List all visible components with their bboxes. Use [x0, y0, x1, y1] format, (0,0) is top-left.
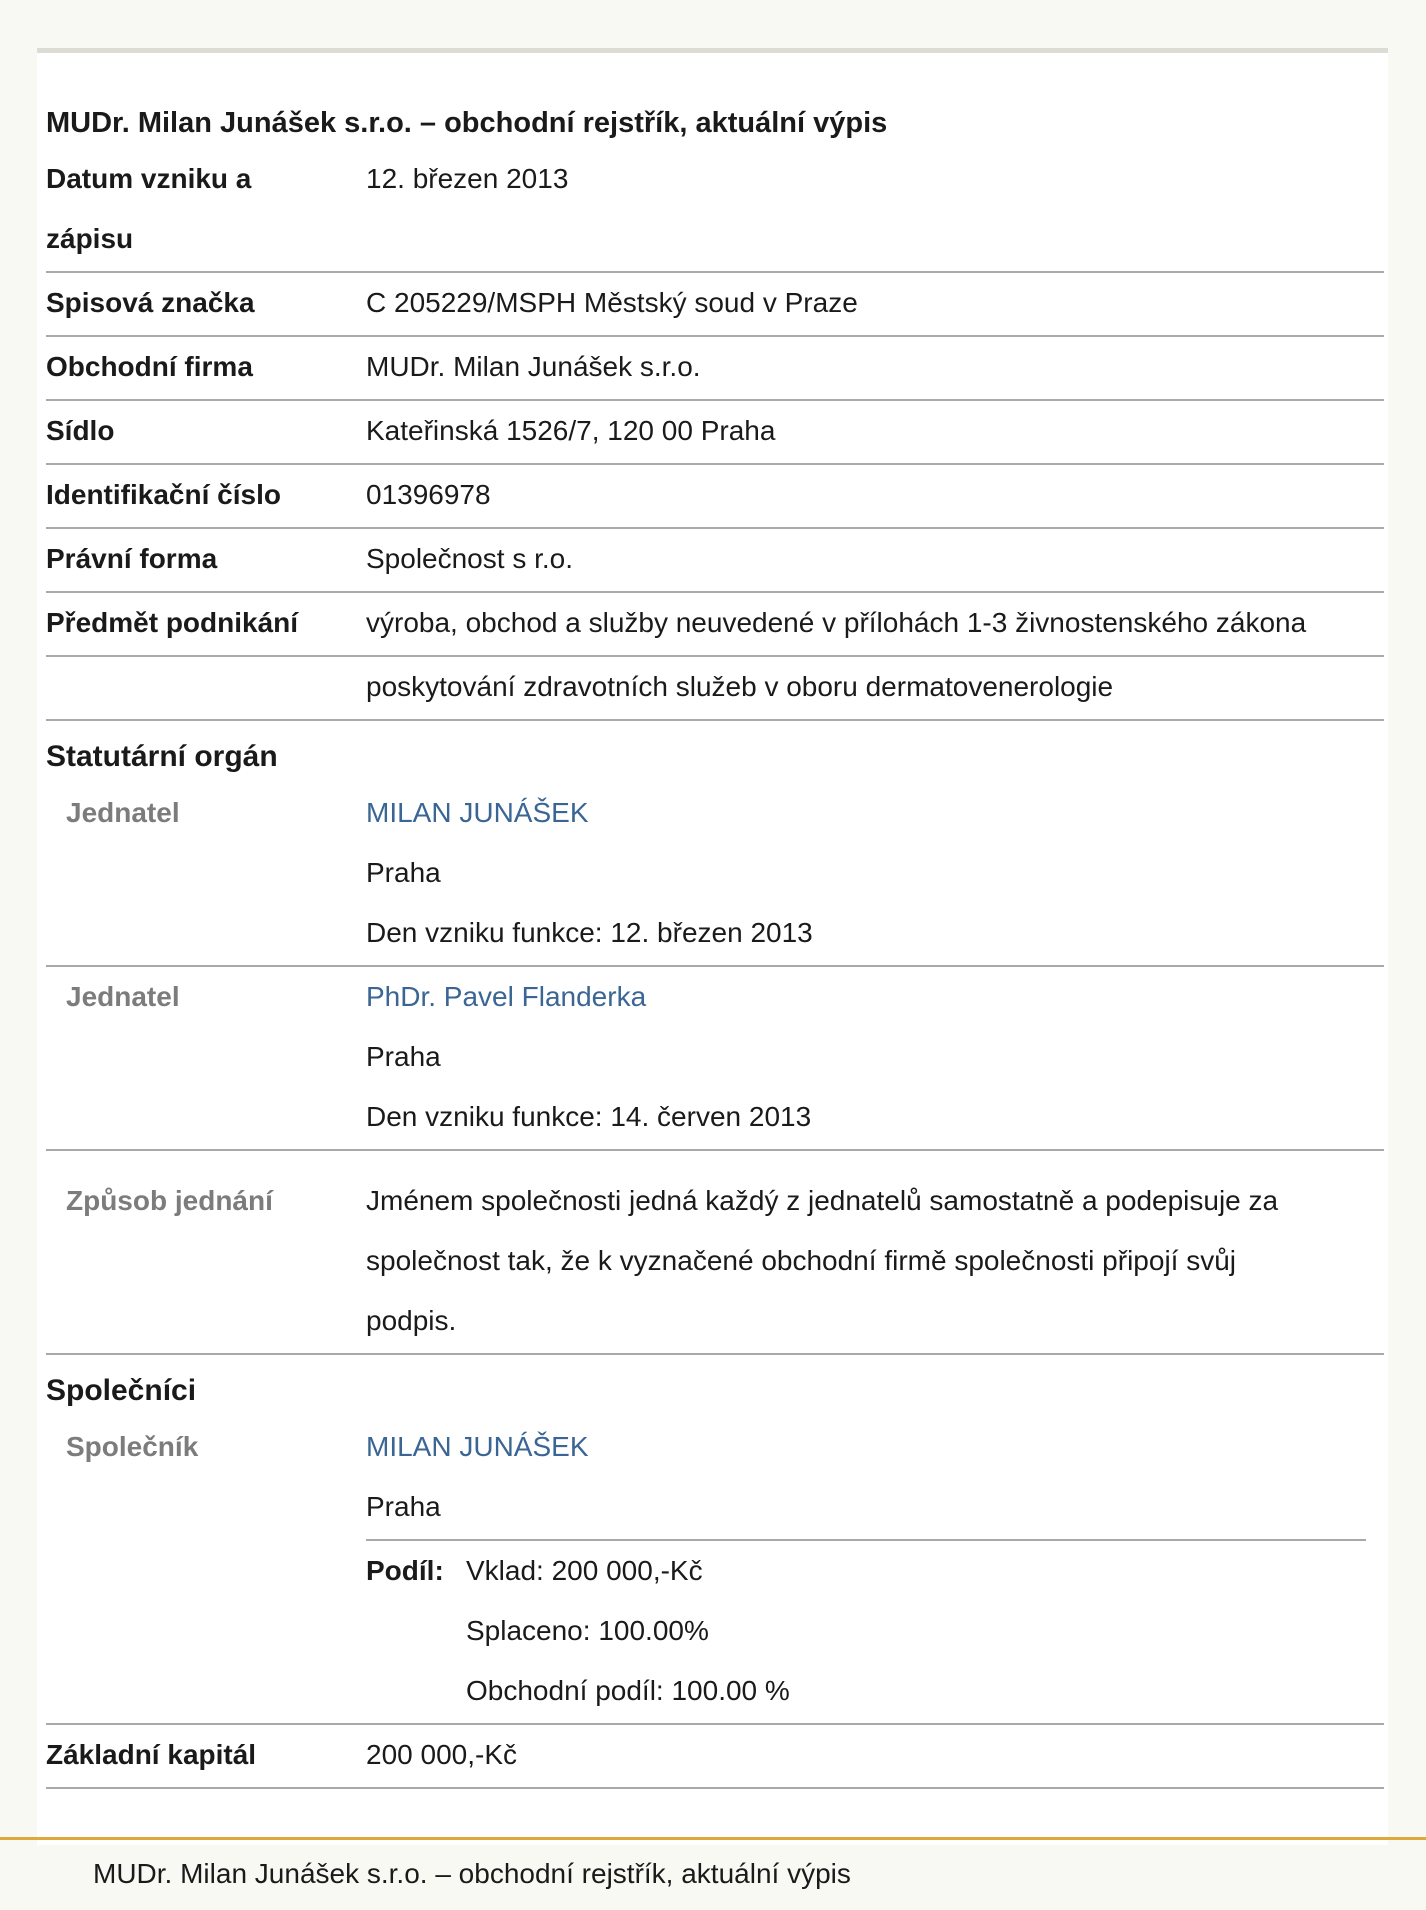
business-name-value: MUDr. Milan Junášek s.r.o.: [366, 351, 701, 382]
founded-label: [46, 149, 366, 271]
founded-label-line: Datum vzniku a: [46, 163, 252, 194]
file-number-value: C 205229/MSPH Městský soud v Praze: [366, 287, 858, 318]
business-activity-item: poskytování zdravotních služeb v oboru dermatovenerologie: [366, 671, 1114, 702]
business-activity-value: [366, 593, 1384, 655]
partner-entry: [46, 1417, 1384, 1725]
statutory-member: [46, 783, 1384, 967]
partners-heading: Společníci: [46, 1374, 197, 1407]
legal-form-value: Společnost s r.o.: [366, 543, 574, 574]
member-role: Jednatel: [66, 797, 180, 828]
partner-role: Společník: [66, 1431, 199, 1462]
row-acting-method: [46, 1151, 1384, 1355]
share-paid: Splaceno: 100.00%: [466, 1615, 709, 1646]
partner-details: [366, 1417, 1384, 1723]
seat-label: Sídlo: [46, 415, 115, 446]
company-id-label: Identifikační číslo: [46, 479, 281, 510]
business-name-label: Obchodní firma: [46, 351, 253, 382]
member-name-link[interactable]: MILAN JUNÁŠEK: [366, 797, 589, 828]
row-seat: [46, 401, 1384, 465]
statutory-heading: Statutární orgán: [46, 740, 278, 773]
empty-label: [46, 657, 366, 719]
row-business-activity-cont: [46, 657, 1384, 721]
business-activity-value: [366, 657, 1384, 719]
seat-value: Kateřinská 1526/7, 120 00 Praha: [366, 415, 776, 446]
member-details: [366, 783, 1384, 965]
share-business-share: Obchodní podíl: 100.00 %: [466, 1675, 790, 1706]
partner-city: Praha: [366, 1491, 441, 1522]
acting-method-line: Jménem společnosti jedná každý z jednatelů samostatně a podepisuje za: [366, 1185, 1279, 1216]
acting-method-line: společnost tak, že k vyznačené obchodní firmě společnosti připojí svůj: [366, 1245, 1237, 1276]
register-content: [46, 101, 1384, 1789]
row-business-name: [46, 337, 1384, 401]
capital-value: 200 000,-Kč: [366, 1739, 517, 1770]
member-city: Praha: [366, 1041, 441, 1072]
legal-form-label: Právní forma: [46, 543, 218, 574]
register-card: [37, 48, 1388, 1845]
founded-date: 12. březen 2013: [366, 163, 569, 194]
file-number-label: Spisová značka: [46, 287, 255, 318]
share-deposit: Vklad: 200 000,-Kč: [466, 1555, 703, 1586]
company-id-value: 01396978: [366, 479, 491, 510]
page-title: MUDr. Milan Junášek s.r.o. – obchodní rejstřík, aktuální výpis: [46, 107, 888, 139]
member-since: Den vzniku funkce: 14. červen 2013: [366, 1101, 812, 1132]
business-activity-item: výroba, obchod a služby neuvedené v přílohách 1-3 živnostenského zákona: [366, 607, 1307, 638]
member-name-link[interactable]: PhDr. Pavel Flanderka: [366, 981, 647, 1012]
acting-method-label: Způsob jednání: [66, 1185, 273, 1216]
member-role: Jednatel: [66, 981, 180, 1012]
acting-method-line: podpis.: [366, 1305, 457, 1336]
founded-label-line: zápisu: [46, 223, 134, 254]
share-label: Podíl:: [366, 1555, 444, 1586]
row-business-activity: [46, 593, 1384, 657]
member-details: [366, 967, 1384, 1149]
footer-title: MUDr. Milan Junášek s.r.o. – obchodní rejstřík, aktuální výpis: [93, 1858, 851, 1889]
share-values: [466, 1541, 790, 1721]
row-legal-form: [46, 529, 1384, 593]
row-file-number: [46, 273, 1384, 337]
member-since: Den vzniku funkce: 12. březen 2013: [366, 917, 813, 948]
row-capital: [46, 1725, 1384, 1789]
member-city: Praha: [366, 857, 441, 888]
row-founded: [46, 149, 1384, 273]
row-company-id: [46, 465, 1384, 529]
partner-name-link[interactable]: MILAN JUNÁŠEK: [366, 1431, 589, 1462]
acting-method-value: [366, 1171, 1384, 1353]
capital-label: Základní kapitál: [46, 1739, 257, 1770]
footer-divider: [0, 1837, 1426, 1840]
partner-share: [366, 1539, 1366, 1721]
business-activity-label: Předmět podnikání: [46, 607, 299, 638]
founded-value: [366, 149, 1384, 271]
statutory-member: [46, 967, 1384, 1151]
